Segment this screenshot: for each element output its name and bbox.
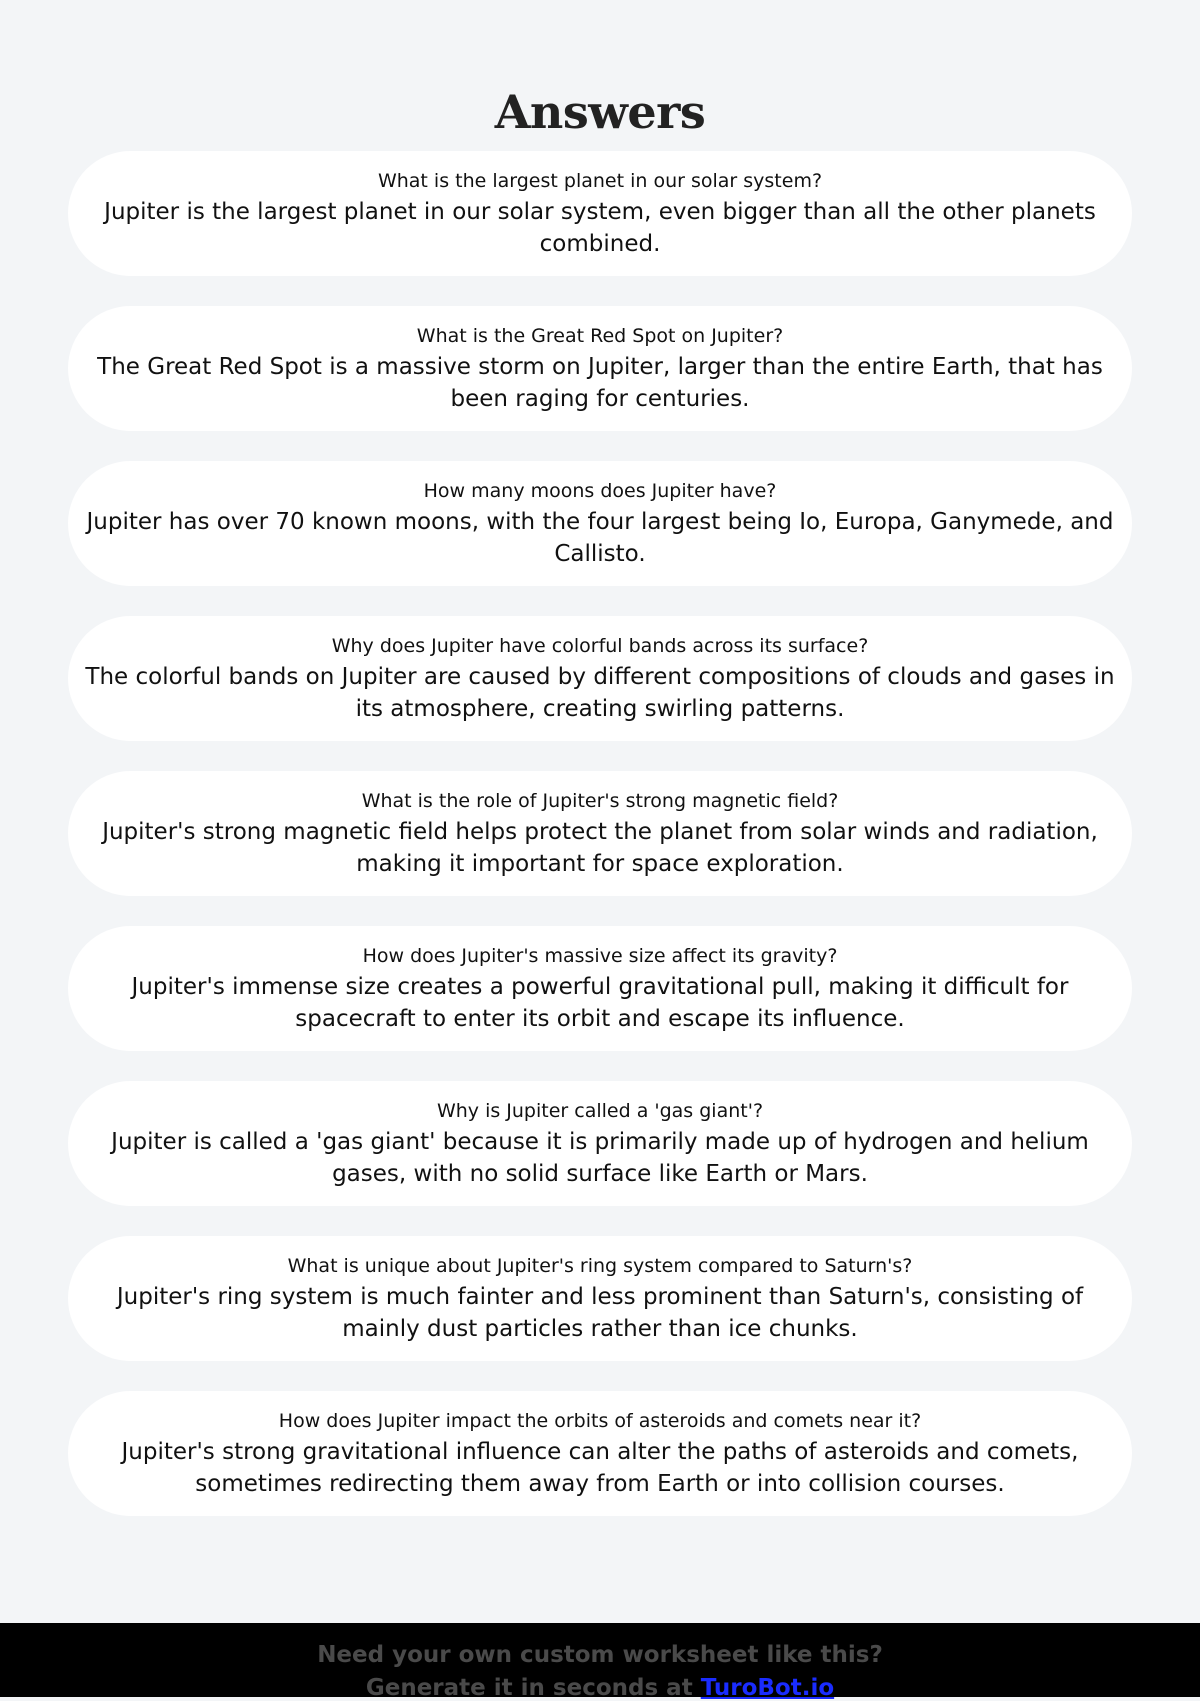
- answer-text: Jupiter is the largest planet in our solar system, even bigger than all the other planets combined.: [104, 198, 1096, 257]
- question-text: Why does Jupiter have colorful bands across its surface?: [331, 634, 869, 657]
- question-text: How does Jupiter impact the orbits of asteroids and comets near it?: [278, 1409, 922, 1432]
- question-text: What is the role of Jupiter's strong magnetic field?: [361, 789, 839, 812]
- answer-text: The colorful bands on Jupiter are caused by different compositions of clouds and gases in its atmosphere, creating swirling patterns.: [85, 663, 1115, 722]
- question-text: How many moons does Jupiter have?: [423, 479, 777, 502]
- promo-footer: [0, 1623, 1200, 1701]
- question-text: What is unique about Jupiter's ring system compared to Saturn's?: [287, 1254, 913, 1277]
- page-title: Answers: [494, 84, 706, 139]
- footer-cta-text: Generate it in seconds at: [365, 1675, 701, 1701]
- answer-text: Jupiter's strong magnetic field helps protect the planet from solar winds and radiation, making it important for space exploration.: [102, 818, 1098, 877]
- turobot-link[interactable]: TuroBot.io: [700, 1675, 835, 1701]
- question-text: Why is Jupiter called a 'gas giant'?: [436, 1099, 764, 1122]
- answer-text: Jupiter's ring system is much fainter and less prominent than Saturn's, consisting of mainly dust particles rather than ice chunks.: [116, 1283, 1084, 1342]
- qa-card-3: [68, 461, 1132, 586]
- qa-card-1: [68, 151, 1132, 276]
- qa-card-5: [68, 771, 1132, 896]
- answer-text: Jupiter is called a 'gas giant' because it is primarily made up of hydrogen and helium gases, with no solid surface like Earth or Mars.: [111, 1128, 1089, 1187]
- qa-card-9: [68, 1391, 1132, 1516]
- question-text: What is the largest planet in our solar system?: [377, 169, 823, 192]
- qa-card-4: [68, 616, 1132, 741]
- qa-card-2: [68, 306, 1132, 431]
- footer-cta: [0, 1675, 1200, 1701]
- qa-card-7: [68, 1081, 1132, 1206]
- answer-text: Jupiter's immense size creates a powerful gravitational pull, making it difficult for spacecraft to enter its orbit and escape its influence.: [131, 973, 1069, 1032]
- answer-text: The Great Red Spot is a massive storm on Jupiter, larger than the entire Earth, that has been raging for centuries.: [97, 353, 1103, 412]
- question-text: How does Jupiter's massive size affect its gravity?: [362, 944, 838, 967]
- question-text: What is the Great Red Spot on Jupiter?: [416, 324, 784, 347]
- qa-list: [68, 151, 1132, 1546]
- qa-card-8: [68, 1236, 1132, 1361]
- footer-promo-text: Need your own custom worksheet like this?: [317, 1642, 883, 1668]
- answer-text: Jupiter has over 70 known moons, with the four largest being Io, Europa, Ganymede, and Callisto.: [86, 508, 1114, 567]
- answer-text: Jupiter's strong gravitational influence can alter the paths of asteroids and comets, sometimes redirecting them away from Earth or into collision courses.: [121, 1438, 1079, 1497]
- qa-card-6: [68, 926, 1132, 1051]
